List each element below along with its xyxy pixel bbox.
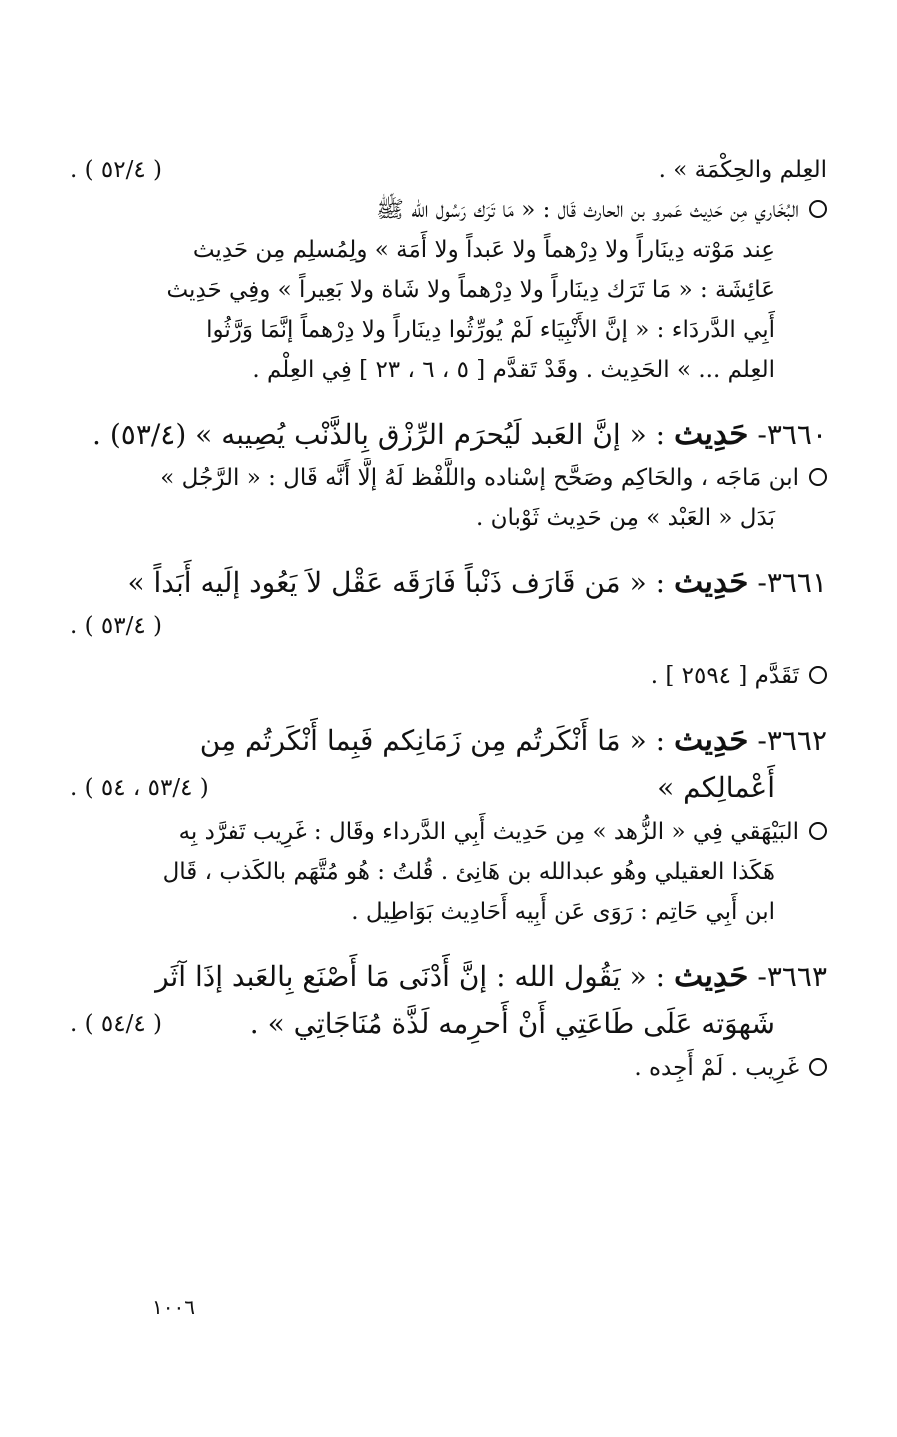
circle-bullet-icon bbox=[809, 822, 827, 840]
intro-note-line: عِند مَوْته دِينَاراً ولا دِرْهماً ولا عَبداً ولا أَمَة » ولِمُسلِم مِن حَدِيث bbox=[192, 237, 775, 263]
circle-bullet-icon bbox=[809, 1058, 827, 1076]
hadith-entry-3662 bbox=[70, 716, 827, 932]
hadith-ref: ( ٥٤/٤ ) . bbox=[70, 1011, 163, 1037]
intro-block bbox=[70, 150, 827, 390]
hadith-entry-3663 bbox=[70, 952, 827, 1088]
hadith-note-line: بَدَل « العَبْد » مِن حَدِيث ثَوْبان . bbox=[475, 505, 775, 531]
page-number: ١٠٠٦ bbox=[152, 1295, 195, 1319]
hadith-note-line: غَرِيب . لَمْ أَجِده . bbox=[70, 1048, 827, 1088]
hadith-note-line: هَكَذا العقيلي وهُو عبدالله بن هَانِئ . قُلتُ : هُو مُتَّهَم بالكَذب ، قَال bbox=[162, 859, 775, 885]
hadith-text: : « مَا أَنْكَرتُم مِن زَمَانِكم فَبِما أَنْكَرتُم مِن bbox=[199, 724, 666, 757]
hadith-entry-3661 bbox=[70, 558, 827, 696]
hadith-note-line: البَيْهَقي فِي « الزُّهد » مِن حَدِيث أَبِي الدَّرداء وقَال : غَرِيب تَفرَّد بِه bbox=[70, 812, 827, 852]
hadith-text: : « يَقُول الله : إنَّ أَدْنَى مَا أَصْنَع بِالعَبد إذَا آثَر bbox=[155, 960, 666, 993]
hadith-text: : « مَن قَارَف ذَنْباً فَارَقَه عَقْل لاَ يَعُود إلَيه أَبَداً » bbox=[127, 566, 666, 599]
circle-bullet-icon bbox=[809, 468, 827, 486]
hadith-number: ٣٦٦٠- bbox=[757, 418, 827, 451]
circle-bullet-icon bbox=[809, 666, 827, 684]
hadith-ref-line bbox=[70, 606, 827, 646]
intro-note-line: البُخَاري مِن حَدِيث عَمرو بن الحارث قَال : « مَا تَرَك رَسُول الله ﷺ bbox=[70, 190, 827, 230]
hadith-keyword: حَدِيث bbox=[673, 958, 749, 994]
hadith-number: ٣٦٦٣- bbox=[757, 960, 827, 993]
hadith-text-cont: شَهوَته عَلَى طَاعَتِي أَنْ أَحرِمه لَذَّة مُنَاجَاتِي » . bbox=[249, 1007, 775, 1040]
hadith-note-line: تَقَدَّم [ ٢٥٩٤ ] . bbox=[70, 656, 827, 696]
intro-note-line: أَبِي الدَّردَاء : « إنَّ الأَنْبِيَاء لَمْ يُورِّثُوا دِينَاراً ولا دِرْهماً إنَّمَا وَرَّثُوا bbox=[206, 317, 775, 343]
hadith-note-line: ابن أَبِي حَاتِم : رَوَى عَن أَبِيه أَحَادِيث بَوَاطِيل . bbox=[351, 899, 775, 925]
intro-text: العِلم والحِكْمَة » . bbox=[658, 157, 827, 183]
hadith-ref: ( ٥٣/٤ ، ٥٤ ) . bbox=[70, 775, 209, 801]
intro-line bbox=[70, 150, 827, 190]
circle-bullet-icon bbox=[809, 200, 827, 218]
hadith-heading bbox=[70, 952, 827, 1000]
hadith-number: ٣٦٦٢- bbox=[757, 724, 827, 757]
intro-note-line: عَائِشَة : « مَا تَرَك دِينَاراً ولا دِرْهماً ولا شَاة ولا بَعِيراً » وفِي حَدِيث bbox=[166, 277, 775, 303]
hadith-entry-3660 bbox=[70, 410, 827, 538]
hadith-number: ٣٦٦١- bbox=[757, 566, 827, 599]
hadith-continuation bbox=[70, 764, 827, 812]
intro-note-line: العِلم ... » الحَدِيث . وقَدْ تَقدَّم [ ٥ ، ٦ ، ٢٣ ] فِي العِلْم . bbox=[252, 357, 775, 383]
page-body bbox=[70, 150, 827, 1377]
hadith-heading bbox=[70, 558, 827, 606]
hadith-note-line: ابن مَاجَه ، والحَاكِم وصَحَّح إسْناده واللَّفْظ لَهُ إلَّا أَنَّه قَال : « الرَّجُل » bbox=[70, 458, 827, 498]
hadith-text: : « إنَّ العَبد لَيُحرَم الرِّزْق بِالذَّنْب يُصِيبه » (٥٣/٤) . bbox=[92, 418, 666, 451]
hadith-continuation bbox=[70, 1000, 827, 1048]
hadith-keyword: حَدِيث bbox=[673, 722, 749, 758]
intro-ref: ( ٥٢/٤ ) . bbox=[70, 157, 163, 183]
hadith-keyword: حَدِيث bbox=[673, 564, 749, 600]
hadith-heading bbox=[70, 410, 827, 458]
hadith-text-cont: أَعْمالِكم » bbox=[657, 771, 775, 804]
hadith-heading bbox=[70, 716, 827, 764]
hadith-ref: ( ٥٣/٤ ) . bbox=[70, 613, 163, 639]
hadith-keyword: حَدِيث bbox=[673, 416, 749, 452]
